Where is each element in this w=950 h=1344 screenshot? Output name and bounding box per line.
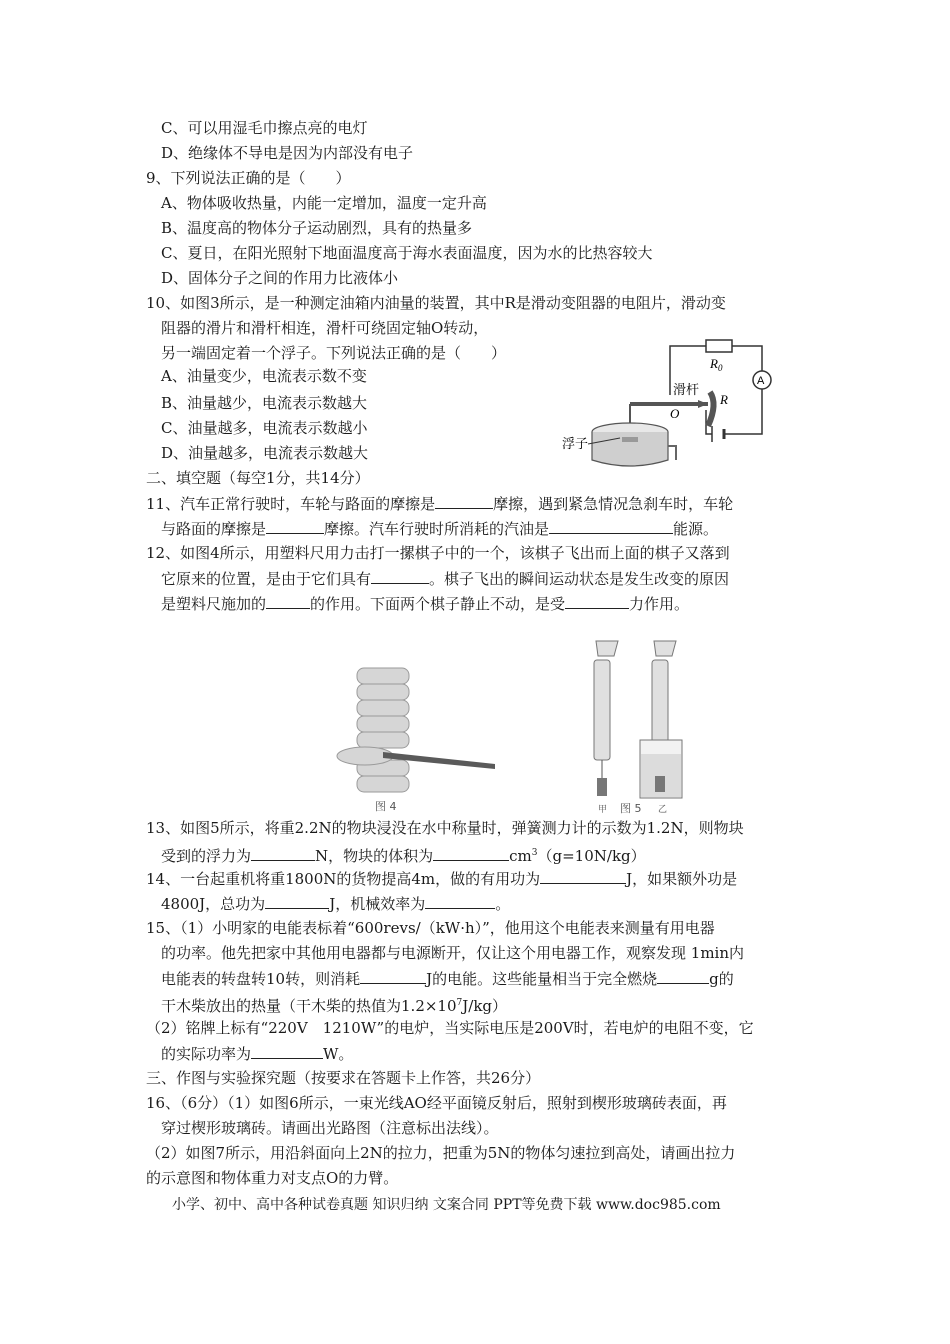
question-11-line2 — [161, 518, 718, 539]
answer-blank-14-1[interactable] — [540, 868, 626, 884]
q14-text-1: 14、一台起重机将重1800N的货物提高4m，做的有用功为 — [146, 870, 541, 888]
float-label: 浮子 — [562, 437, 589, 452]
answer-blank-13-2[interactable] — [433, 845, 509, 861]
answer-blank-14-2[interactable] — [265, 893, 329, 909]
question-15-line6 — [161, 1043, 353, 1064]
question-10-line1: 10、如图3所示，是一种测定油箱内油量的装置，其中R是滑动变阻器的电阻片，滑动变 — [146, 294, 726, 312]
q15-text-3: g的 — [709, 970, 734, 988]
answer-blank-14-3[interactable] — [425, 893, 495, 909]
figure-3-diagram — [560, 322, 780, 484]
answer-blank-12-1[interactable] — [371, 568, 429, 584]
option-8c: C、可以用湿毛巾擦点亮的电灯 — [161, 119, 368, 137]
figure-4-caption: 图 4 — [375, 800, 397, 813]
q13-text-2: N，物块的体积为 — [315, 847, 434, 865]
q15-text-5: J/kg） — [462, 997, 508, 1015]
pivot-label: O — [670, 406, 680, 421]
q12-text-4: 的作用。下面两个棋子静止不动，是受 — [310, 595, 566, 613]
answer-blank-12-2[interactable] — [266, 593, 310, 609]
q13-text-1: 受到的浮力为 — [161, 847, 252, 865]
q15-superscript: 7 — [456, 998, 463, 1008]
rheostat-arc — [708, 392, 714, 426]
question-15-line3 — [161, 968, 734, 989]
question-15-line1: 15、（1）小明家的电能表标着“600revs/（kW·h）”，他用这个电能表来测量有用电器 — [146, 919, 715, 937]
q15-text-4: 干木柴放出的热量（干木柴的热值为1.2×10 — [161, 997, 457, 1015]
q12-text-2: 。棋子飞出的瞬间运动状态是发生改变的原因 — [429, 570, 730, 588]
answer-blank-13-1[interactable] — [251, 845, 315, 861]
figure-5-image — [578, 636, 728, 816]
question-14-line2 — [161, 893, 510, 914]
q15-text-2: J的电能。这些能量相当于完全燃烧 — [426, 970, 658, 988]
q11-text-2: 摩擦，遇到紧急情况急刹车时，车轮 — [493, 495, 734, 513]
option-9b: B、温度高的物体分子运动剧烈，具有的热量多 — [161, 219, 473, 237]
question-10-line3: 另一端固定着一个浮子。下列说法正确的是（ ） — [161, 344, 507, 362]
question-13-line2 — [161, 843, 646, 866]
q12-text-3: 是塑料尺施加的 — [161, 595, 267, 613]
answer-blank-15-1[interactable] — [360, 968, 426, 984]
tank-tap — [668, 446, 676, 460]
rheostat-label: R — [720, 392, 728, 407]
question-16-line1: 16、（6分）（1）如图6所示，一束光线AO经平面镜反射后，照射到楔形玻璃砖表面，再 — [146, 1094, 727, 1112]
r0-resistor — [706, 340, 732, 352]
figure-5-spring-balance — [578, 636, 728, 816]
question-15-line5: （2）铭牌上标有“220V 1210W”的电炉，当实际电压是200V时，若电炉的电阻不变，它 — [146, 1019, 754, 1037]
figure-5-caption: 图 5 — [620, 802, 642, 815]
question-12-line2 — [161, 568, 729, 589]
option-8d: D、绝缘体不导电是因为内部没有电子 — [161, 144, 414, 162]
option-10b: B、油量越少，电流表示数越大 — [161, 394, 368, 412]
q11-text-5: 能源。 — [673, 520, 719, 538]
option-9a: A、物体吸收热量，内能一定增加，温度一定升高 — [161, 194, 487, 212]
answer-blank-11-2[interactable] — [266, 518, 324, 534]
q12-text-5: 力作用。 — [629, 595, 690, 613]
question-12-line3 — [161, 593, 689, 614]
section-3-heading: 三、作图与实验探究题（按要求在答题卡上作答，共26分） — [146, 1069, 541, 1087]
figure-5-left-label: 甲 — [598, 805, 608, 815]
ammeter-label: A — [757, 375, 765, 387]
option-10a: A、油量变少，电流表示数不变 — [161, 367, 367, 385]
figure-4-chess-stack — [335, 660, 515, 815]
answer-blank-12-3[interactable] — [565, 593, 629, 609]
q11-text-1: 11、汽车正常行驶时，车轮与路面的摩擦是 — [146, 495, 436, 513]
option-9c: C、夏日，在阳光照射下地面温度高于海水表面温度，因为水的比热容较大 — [161, 244, 653, 262]
r0-label: $R_0$ — [710, 356, 723, 373]
block-left — [597, 778, 607, 796]
option-9d: D、固体分子之间的作用力比液体小 — [161, 269, 399, 287]
section-2-heading: 二、填空题（每空1分，共14分） — [146, 469, 370, 487]
answer-blank-11-3[interactable] — [549, 518, 673, 534]
block-right — [655, 776, 665, 792]
q15-text-1: 电能表的转盘转10转，则消耗 — [161, 970, 361, 988]
answer-blank-15-3[interactable] — [251, 1043, 323, 1059]
q15-text-7: W。 — [323, 1045, 354, 1063]
rod-arrow — [698, 400, 708, 408]
q13-text-3: cm — [509, 847, 532, 865]
q13-text-4: （g=10N/kg） — [537, 847, 646, 865]
answer-blank-15-2[interactable] — [657, 968, 709, 984]
q11-text-4: 摩擦。汽车行驶时所消耗的汽油是 — [324, 520, 550, 538]
q14-text-5: 。 — [495, 895, 511, 913]
q14-text-4: J，机械效率为 — [329, 895, 426, 913]
question-14-line1 — [146, 868, 737, 889]
q12-text-1: 它原来的位置，是由于它们具有 — [161, 570, 372, 588]
question-16-line4: 的示意图和物体重力对支点O的力臂。 — [146, 1169, 399, 1187]
option-10d: D、油量越多，电流表示数越大 — [161, 444, 369, 462]
figure-5-right-label: 乙 — [658, 805, 668, 815]
question-16-line2: 穿过楔形玻璃砖。请画出光路图（注意标出法线）。 — [161, 1119, 499, 1137]
question-12-line1: 12、如图4所示，用塑料尺用力击打一摞棋子中的一个，该棋子飞出而上面的棋子又落到 — [146, 544, 730, 562]
page-footer: 小学、初中、高中各种试卷真题 知识归纳 文案合同 PPT等免费下载 www.doc985.com — [172, 1197, 721, 1213]
q15-text-6: 的实际功率为 — [161, 1045, 252, 1063]
question-13-line1: 13、如图5所示，将重2.2N的物块浸没在水中称量时，弹簧测力计的示数为1.2N，则物块 — [146, 819, 744, 837]
q11-text-3: 与路面的摩擦是 — [161, 520, 267, 538]
q14-text-3: 4800J，总功为 — [161, 895, 266, 913]
question-15-line4 — [161, 993, 507, 1016]
option-10c: C、油量越多，电流表示数越小 — [161, 419, 368, 437]
question-16-line3: （2）如图7所示，用沿斜面向上2N的拉力，把重为5N的物体匀速拉到高处，请画出拉力 — [146, 1144, 736, 1162]
rod-label: 滑杆 — [673, 383, 700, 398]
q13-superscript: 3 — [531, 848, 538, 858]
q14-text-2: J，如果额外功是 — [626, 870, 738, 888]
figure-4-image — [335, 660, 515, 815]
question-15-line2: 的功率。他先把家中其他用电器都与电源断开，仅让这个用电器工作，观察发现 1min内 — [161, 944, 744, 962]
figure-3-oil-gauge — [560, 322, 780, 484]
answer-blank-11-1[interactable] — [435, 493, 493, 509]
float-body — [622, 437, 638, 442]
question-11-line1 — [146, 493, 733, 514]
question-10-line2: 阻器的滑片和滑杆相连，滑杆可绕固定轴O转动， — [161, 319, 489, 337]
question-9: 9、下列说法正确的是（ ） — [146, 169, 351, 187]
